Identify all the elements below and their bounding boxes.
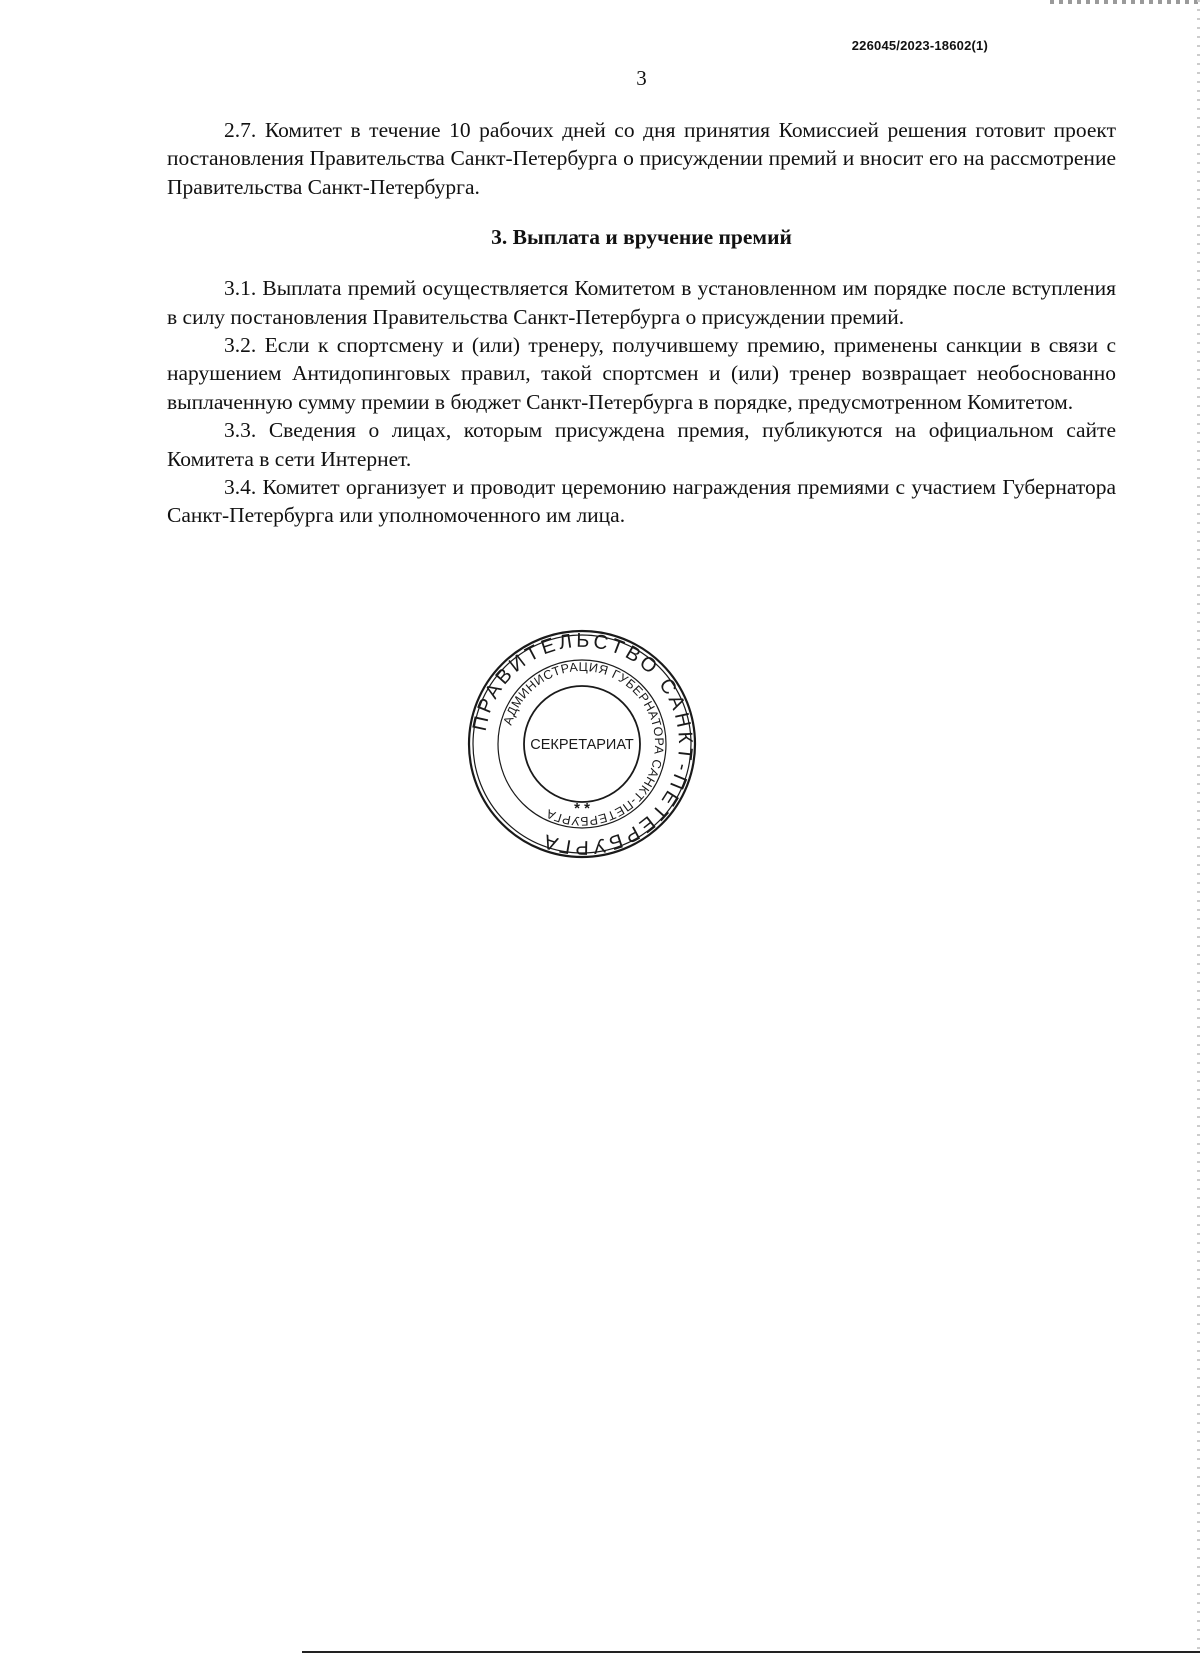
page-number: 3 xyxy=(636,66,647,90)
official-seal-stamp xyxy=(466,628,698,860)
document-registration-number: 226045/2023-18602(1) xyxy=(851,38,988,53)
paragraph-3-3: 3.3. Сведения о лицах, которым присуждена премия, публикуются на официальном сайте Комитета в сети Интернет. xyxy=(167,418,1116,471)
seal-outer-text: ПРАВИТЕЛЬСТВО САНКТ-ПЕТЕРБУРГА xyxy=(468,629,697,859)
paragraph-3-1: 3.1. Выплата премий осуществляется Комитетом в установленном им порядке после вступления в силу постановления Правительства Санкт-Петербурга о присуждении премий. xyxy=(167,276,1116,329)
paragraph-3-4: 3.4. Комитет организует и проводит церемонию награждения премиями с участием Губернатора Санкт-Петербурга или уполномоченного им лица. xyxy=(167,475,1116,528)
section-3-heading: 3. Выплата и вручение премий xyxy=(491,225,792,250)
seal-inner-text: АДМИНИСТРАЦИЯ ГУБЕРНАТОРА САНКТ-ПЕТЕРБУРГА xyxy=(500,659,667,829)
seal-center-text: СЕКРЕТАРИАТ xyxy=(530,737,634,753)
document-body xyxy=(167,116,1116,530)
paragraph-3-2: 3.2. Если к спортсмену и (или) тренеру, получившему премию, применены санкции в связи с нарушением Антидопинговых правил, такой спортсмен и (или) тренер возвращает необоснованно выплаченную сумму премии в бюджет Санкт-Петербурга в порядке, предусмотренном Комитетом. xyxy=(167,333,1116,414)
scan-artifact-top xyxy=(1050,0,1200,4)
scan-artifact-bottom xyxy=(302,1651,1200,1653)
paragraph-2-7: 2.7. Комитет в течение 10 рабочих дней со дня принятия Комиссией решения готовит проект постановления Правительства Санкт-Петербурга о присуждении премий и вносит его на рассмотрение Правительства Санкт-Петербурга. xyxy=(167,118,1116,199)
seal-stars: * * xyxy=(574,800,590,817)
